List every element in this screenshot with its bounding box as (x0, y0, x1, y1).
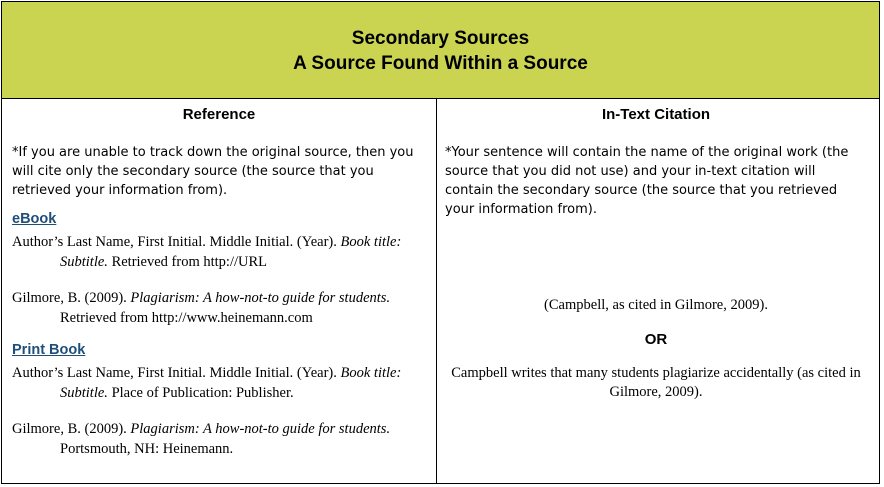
in-text-column (437, 99, 879, 483)
print-book-subheading: Print Book (12, 342, 86, 358)
reference-heading: Reference (182, 106, 256, 123)
or-label: OR (644, 331, 668, 348)
ebook-subheading: eBook (12, 211, 57, 227)
print-example-rest: Portsmouth, NH: Heinemann. (60, 441, 234, 457)
parenthetical-citation: (Campbell, as cited in Gilmore, 2009). (544, 297, 768, 313)
reference-column (2, 99, 436, 483)
print-example-reference (12, 419, 426, 459)
print-template-author: Author’s Last Name, First Initial. Middle Initial. (Year). (12, 365, 341, 381)
ebook-example-title: Plagiarism: A how-not-to guide for students. (130, 290, 391, 306)
ebook-template-title: Book title: Subtitle. (60, 234, 402, 270)
ebook-example-rest: Retrieved from http://www.heinemann.com (60, 310, 313, 326)
print-example-author: Gilmore, B. (2009). (12, 421, 131, 437)
print-template-reference (12, 363, 426, 403)
header-title-line1: Secondary Sources (351, 28, 530, 49)
print-example-title: Plagiarism: A how-not-to guide for students. (130, 421, 391, 437)
ebook-template-rest: Retrieved from http://URL (107, 254, 268, 270)
print-template-rest: Place of Publication: Publisher. (107, 385, 294, 401)
print-template-title: Book title: Subtitle. (60, 365, 402, 401)
in-text-note: *Your sentence will contain the name of the original work (the source that you did not use) and your in-text citation will contain the secondary source (the source that you retrieved your information from). (445, 145, 849, 217)
in-text-heading: In-Text Citation (601, 106, 711, 123)
reference-note: *If you are unable to track down the original source, then you will cite only the secondary source (the source that you retrieved your information from). (12, 145, 414, 198)
header-title-line2: A Source Found Within a Source (293, 53, 588, 74)
ebook-example-author: Gilmore, B. (2009). (12, 290, 131, 306)
ebook-template-author: Author’s Last Name, First Initial. Middle Initial. (Year). (12, 234, 341, 250)
table-header (2, 2, 879, 99)
ebook-template-reference (12, 232, 426, 272)
narrative-citation: Campbell writes that many students plagiarize accidentally (as cited in Gilmore, 2009). (451, 365, 861, 400)
citation-table (1, 1, 880, 484)
ebook-example-reference (12, 288, 426, 328)
